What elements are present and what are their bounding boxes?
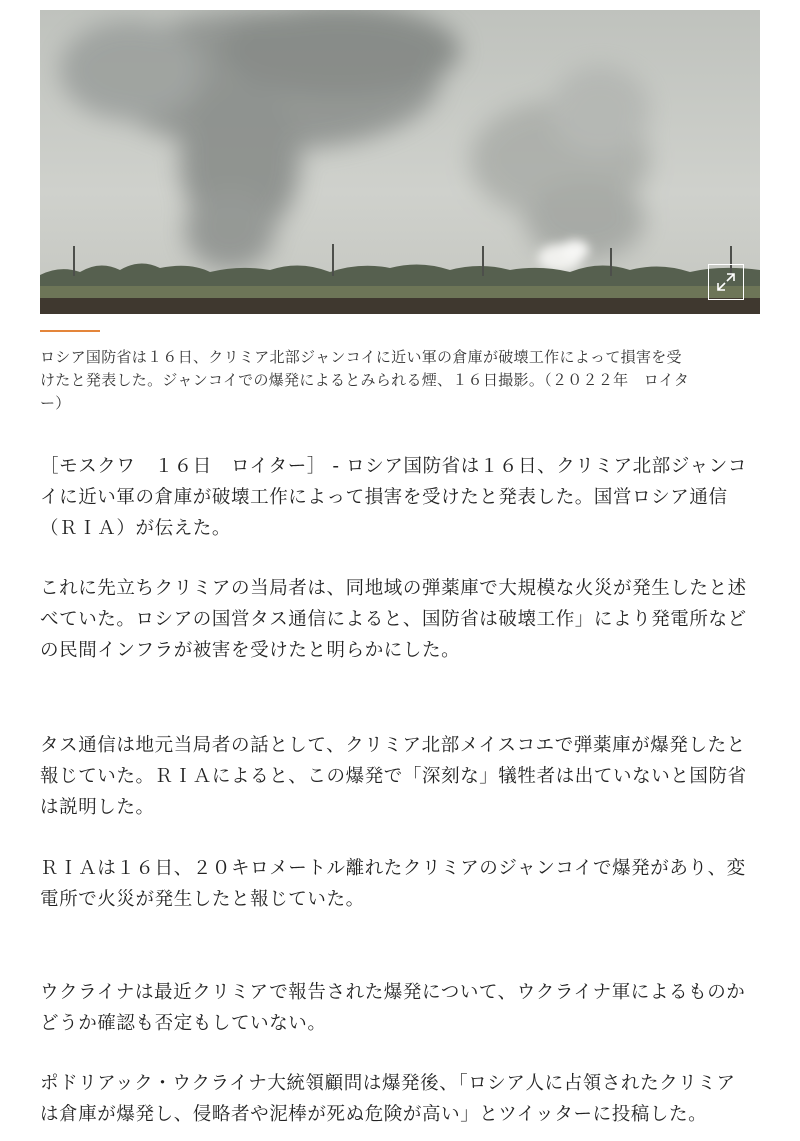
article-paragraph: ＲＩＡは１６日、２０キロメートル離れたクリミアのジャンコイで爆発があり、変電所で火災が発生したと報じていた。 xyxy=(40,858,746,910)
article-paragraph: ウクライナは最近クリミアで報告された爆発について、ウクライナ軍によるものかどうか確認も否定もしていない。 xyxy=(40,982,746,1034)
caption-accent-rule xyxy=(40,330,100,332)
article-paragraph: ［モスクワ １６日 ロイター］ - ロシア国防省は１６日、クリミア北部ジャンコイに近い軍の倉庫が破壊工作によって損害を受けたと発表した。国営ロシア通信（ＲＩＡ）が伝えた。 xyxy=(40,456,747,539)
smoke-plume-photo xyxy=(40,10,760,314)
article-paragraph: これに先立ちクリミアの当局者は、同地域の弾薬庫で大規模な火災が発生したと述べていた。ロシアの国営タス通信によると、国防省は破壊工作」により発電所などの民間インフラが被害を受けたと明らかにした。 xyxy=(40,578,747,661)
expand-icon xyxy=(716,272,736,292)
photo-caption: ロシア国防省は１６日、クリミア北部ジャンコイに近い軍の倉庫が破壊工作によって損害を受けたと発表した。ジャンコイでの爆発によるとみられる煙、１６日撮影。（２０２２年 ロイター） xyxy=(40,348,690,412)
article-paragraph: ポドリアック・ウクライナ大統領顧問は爆発後、「ロシア人に占領されたクリミアは倉庫が爆発し、侵略者や泥棒が死ぬ危険が高い」とツイッターに投稿した。 xyxy=(40,1073,736,1125)
expand-photo-button[interactable] xyxy=(708,264,744,300)
article-paragraph: タス通信は地元当局者の話として、クリミア北部メイスコエで弾薬庫が爆発したと報じていた。ＲＩＡによると、この爆発で「深刻な」犠牲者は出ていないと国防省は説明した。 xyxy=(40,735,747,818)
article-photo[interactable] xyxy=(40,10,760,314)
